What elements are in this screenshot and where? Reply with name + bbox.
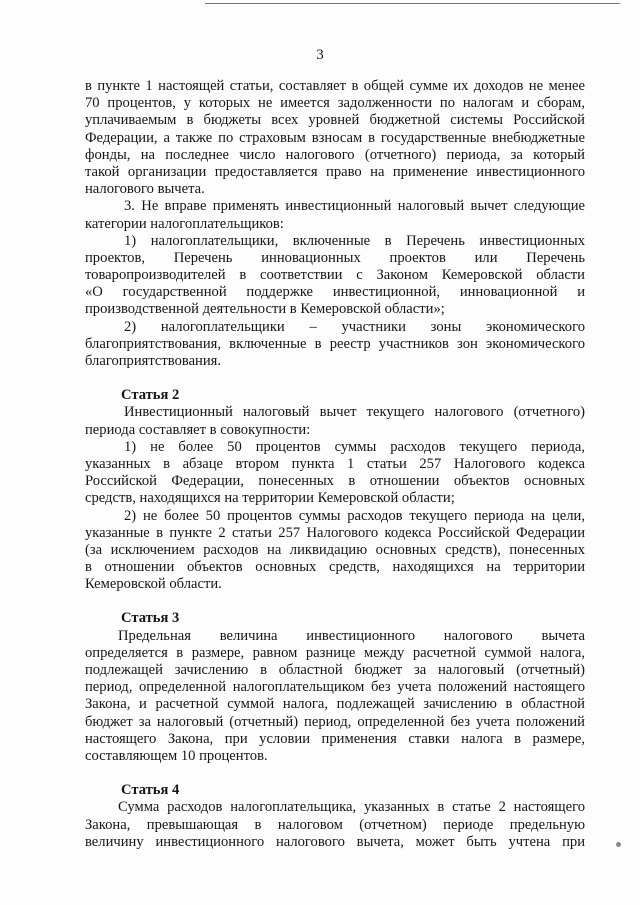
text-line: периода составляет в совокупности:: [85, 421, 311, 438]
text-line: такой организации предоставляется право на применение инвестиционного: [85, 163, 585, 180]
text-line: в пункте 1 настоящей статьи, составляет в общей сумме их доходов не менее: [85, 78, 585, 94]
text-line: средств, находящихся на территории Кемеровской области;: [85, 490, 455, 507]
text-line: «О государственной поддержке инвестиционной, инновационной и: [85, 284, 585, 301]
page-number: 3: [316, 47, 324, 63]
text-line: 2) налогоплательщики – участники зоны экономического: [124, 318, 585, 335]
text-line: бюджет за налоговый (отчетный) период, определенной без учета положений: [85, 713, 585, 730]
article-3-heading: Статья 3: [121, 610, 180, 627]
text-line: 1) налогоплательщики, включенные в Перечень инвестиционных: [124, 232, 585, 249]
text-line: фонды, на последнее число налогового (отчетного) периода, за который: [85, 146, 585, 163]
text-line: налогового вычета.: [85, 181, 205, 198]
text-line: определяется в размере, равном разнице между расчетной суммой налога,: [85, 644, 585, 661]
text-line: составляющем 10 процентов.: [85, 747, 268, 764]
text-line: благоприятствования.: [85, 353, 222, 369]
list-item-2: [85, 319, 585, 371]
text-line: 1) не более 50 процентов суммы расходов текущего периода,: [124, 438, 585, 455]
text-line: 3. Не вправе применять инвестиционный налоговый вычет следующие: [124, 198, 585, 215]
text-line: 2) не более 50 процентов суммы расходов текущего периода на цели,: [124, 507, 585, 524]
text-line: Российской Федерации, понесенных в отношении объектов основных: [85, 473, 585, 490]
article-4-body: [85, 799, 585, 851]
article-3-body: [85, 628, 585, 766]
text-line: благоприятствования, включенные в реестр участников зон экономического: [85, 335, 585, 352]
text-line: Закона, и расчетной суммой налога, подлежащей зачислению в областной: [85, 696, 585, 713]
paragraph-continuation: [85, 78, 585, 198]
text-line: Федерации, а также по страховым взносам в государственные внебюджетные: [85, 129, 585, 146]
text-line: производственной деятельности в Кемеровской области»;: [85, 301, 445, 318]
text-line: указанные в пункте 2 статьи 257 Налогового кодекса Российской Федерации: [85, 524, 585, 541]
text-line: указанных в абзаце втором пункта 1 статьи 257 Налогового кодекса: [85, 455, 585, 472]
text-line: 70 процентов, у которых не имеется задолженности по налогам и сборам,: [85, 95, 585, 112]
text-line: величину инвестиционного налогового вычета, может быть учтена при: [85, 833, 585, 850]
paragraph-item-3: [85, 198, 585, 232]
text-line: период, определенной налогоплательщиком без учета положений настоящего: [85, 679, 585, 696]
top-border-line: [205, 3, 620, 4]
article-4-heading: Статья 4: [121, 782, 180, 799]
text-line: товаропроизводителей в соответствии с Законом Кемеровской области: [85, 267, 585, 284]
text-line: Кемеровской области.: [85, 576, 222, 593]
text-line: Инвестиционный налоговый вычет текущего налогового (отчетного): [124, 404, 585, 421]
list-item-1: [85, 233, 585, 319]
text-line: Сумма расходов налогоплательщика, указанных в статье 2 настоящего: [118, 799, 585, 816]
article-2-body: [85, 404, 585, 593]
text-line: проектов, Перечень инновационных проектов или Перечень: [85, 249, 585, 266]
article-2-heading: Статья 2: [121, 387, 180, 404]
text-line: подлежащей зачислению в областной бюджет за налоговый (отчетный): [85, 662, 585, 678]
document-body: [85, 78, 585, 851]
text-line: в отношении объектов основных средств, находящихся на территории: [85, 559, 585, 576]
text-line: категории налогоплательщиков:: [85, 215, 284, 232]
text-line: (за исключением расходов на ликвидацию основных средств), понесенных: [85, 541, 585, 558]
text-line: уплачиваемым в бюджеты всех уровней бюджетной системы Российской: [85, 112, 585, 129]
text-line: Закона, превышающая в налоговом (отчетном) периоде предельную: [85, 816, 585, 833]
text-line: настоящего Закона, при условии применения ставки налога в размере,: [85, 730, 585, 747]
scan-speck: [616, 842, 621, 847]
text-line: Предельная величина инвестиционного налогового вычета: [118, 627, 585, 644]
